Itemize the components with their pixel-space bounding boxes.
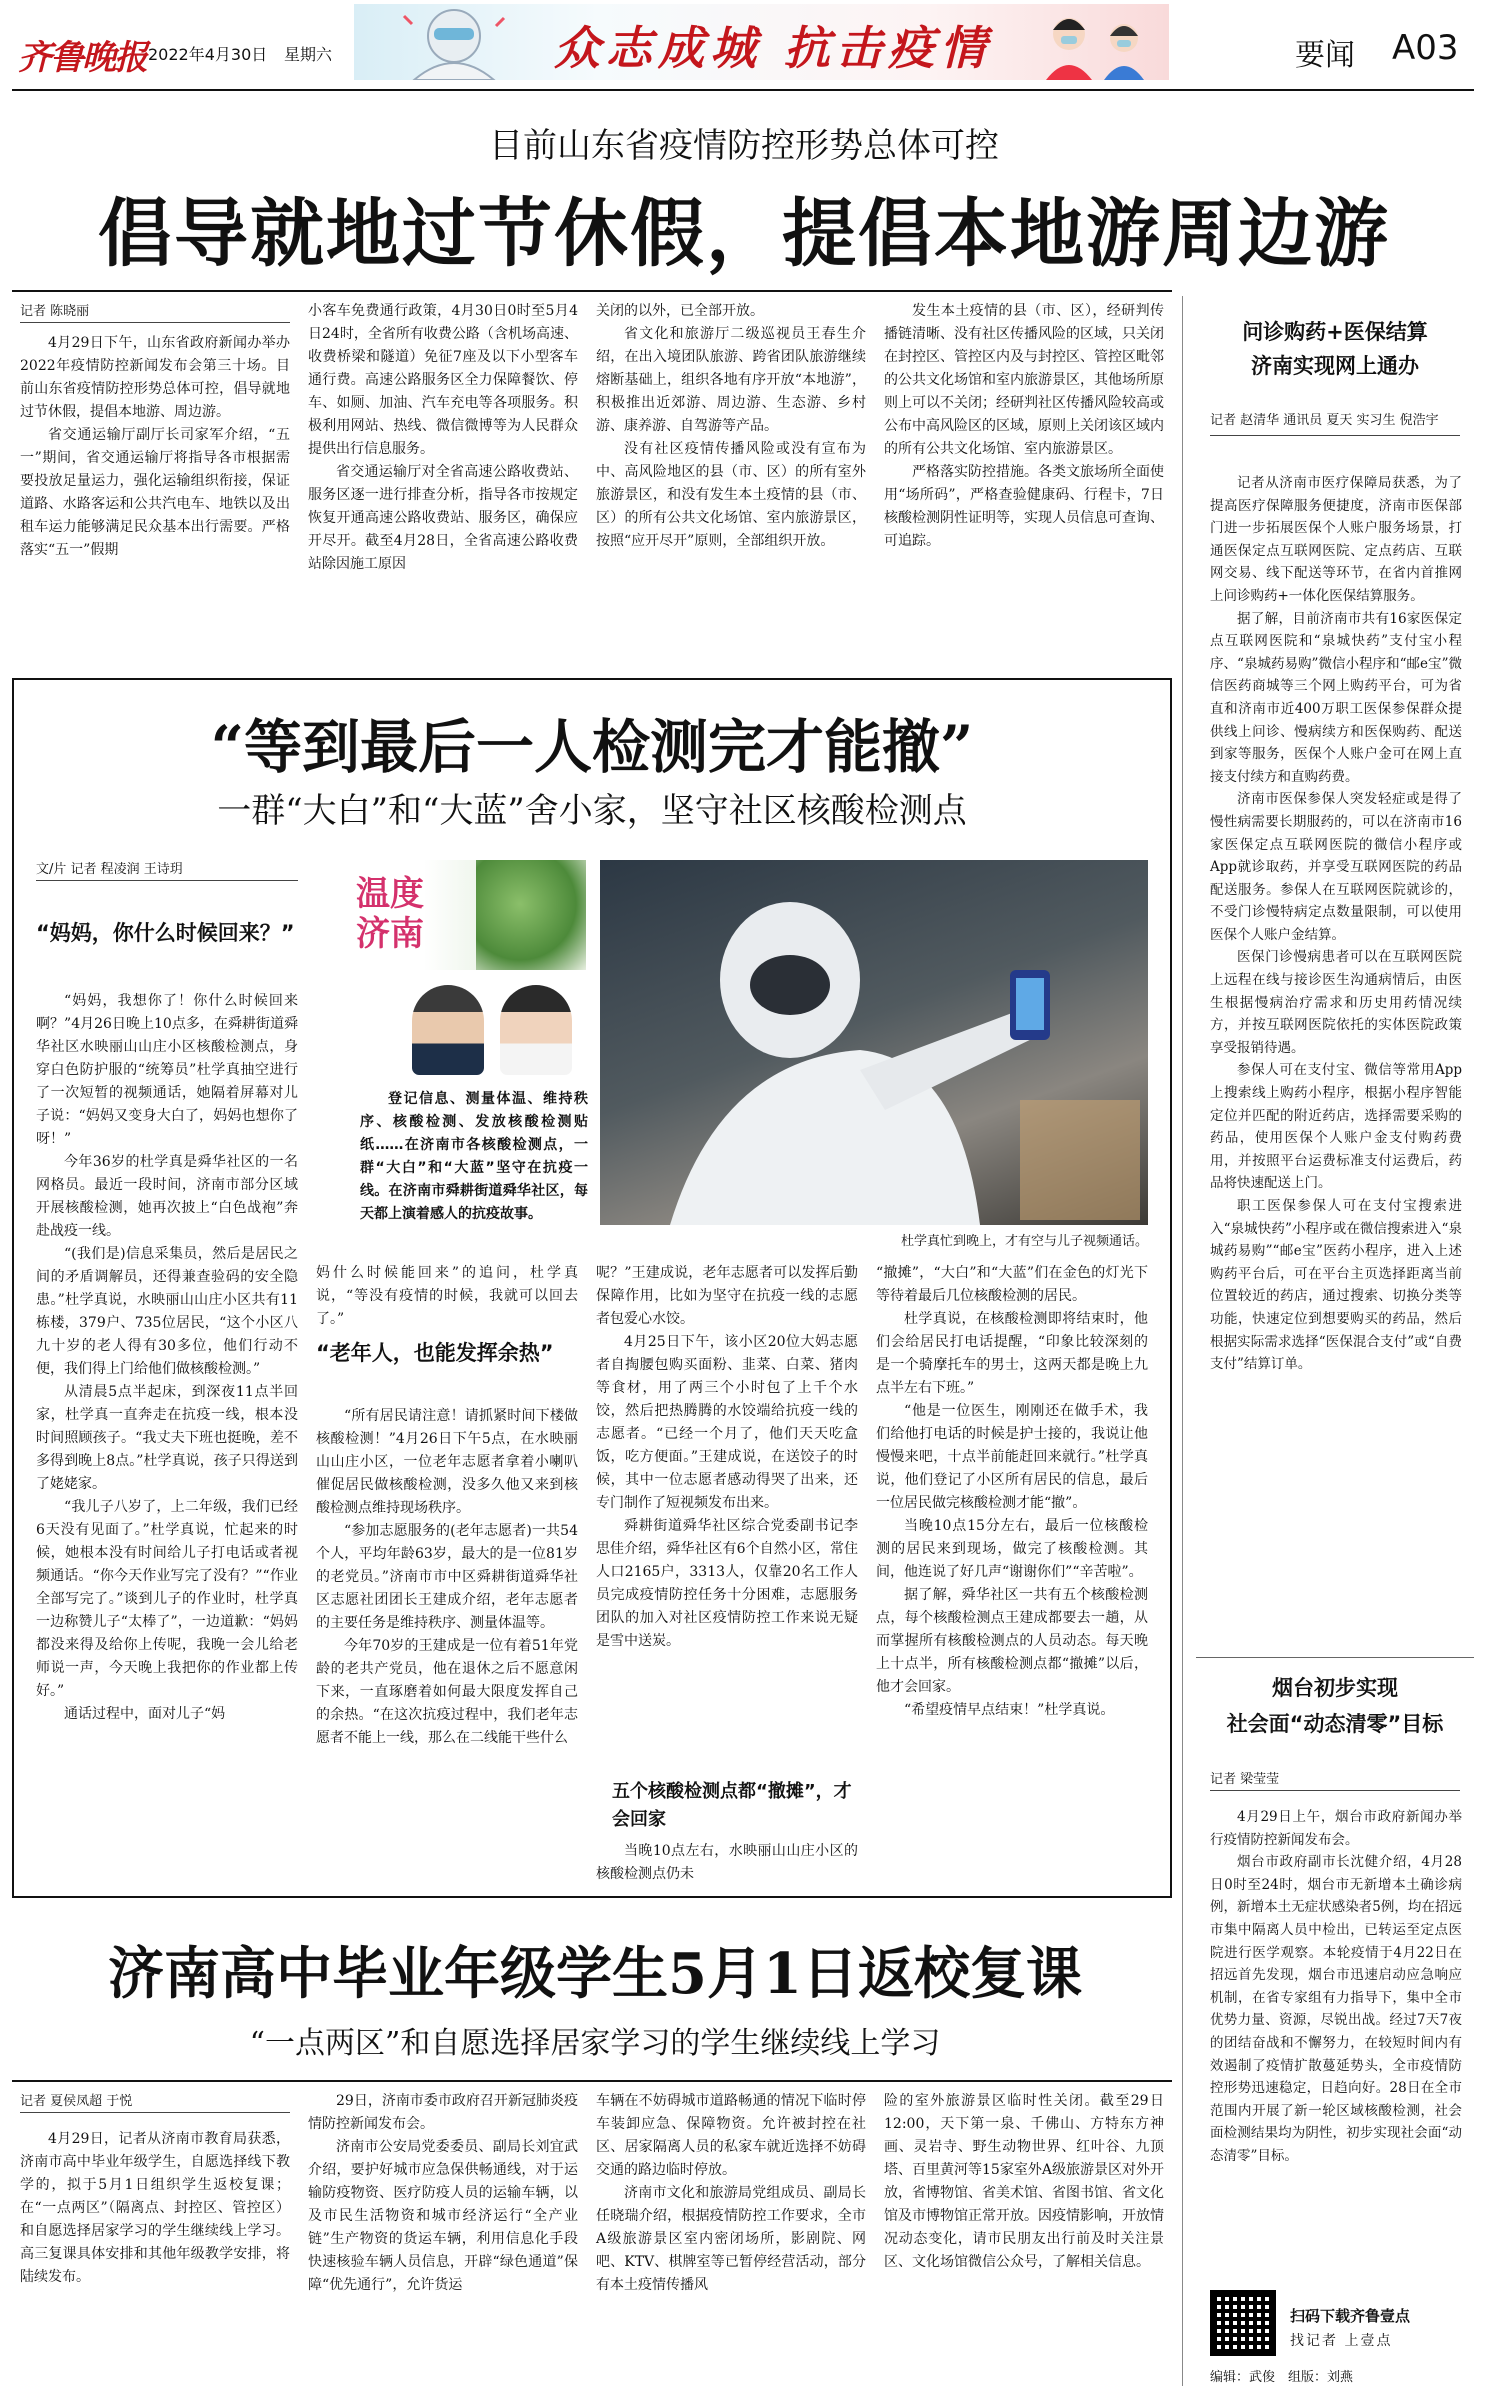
feature-subhead-3: 五个核酸检测点都“撤摊”，才会回家 [612,1781,852,1830]
right-headline-3: 烟台初步实现 [1272,1676,1398,1700]
paragraph: 职工医保参保人可在支付宝搜索进入“泉城快药”小程序或在微信搜索进入“泉城药易购”“邮e宝”医药小程序，进入上述购药平台后，可在平台主页选择距离当前位置较近的药店，通过搜索、切换分类等功能，快速定位到想要购买的药品，然后根据实际需求选择“医保混合支付”或“自费支付”结算订单。 [1210,1198,1462,1373]
right-divider [1196,1657,1474,1658]
paragraph: “撤摊”，“大白”和“大蓝”们在金色的灯光下等待着最后几位核酸检测的居民。 [876,1265,1148,1304]
paragraph: “参加志愿服务的(老年志愿者)一共54个人，平均年龄63岁，最大的是一位81岁的老党员。”济南市市中区舜耕街道舜华社区志愿社团团长王建成介绍，老年志愿者的主要任务是维持秩序、测量体温等。 [316,1523,578,1631]
paragraph: 4月29日上午，烟台市政府新闻办举行疫情防控新闻发布会。 [1210,1809,1462,1848]
feature-headline: “等到最后一人检测完才能撤” [210,713,974,781]
editor-credit: 编辑：武俊 组版：刘燕 [1210,2370,1354,2385]
paragraph: 严格落实防控措施。各类文旅场所全面使用“场所码”，严格查验健康码、行程卡，7日核酸检测阴性证明等，实现人员信息可查询、可追踪。 [884,464,1164,549]
vegetables-image [476,860,586,970]
paragraph: 省交通运输厅副厅长司家军介绍，“五一”期间，省交通运输厅将指导各市根据需要投放足量运力，强化运输组织衔接，保证道路、水路客运和公共汽电车、地铁以及出租车运力能够满足民众基本出行需要。严格落实“五一”假期 [20,427,290,558]
paragraph: 今年36岁的杜学真是舜华社区的一名网格员。最近一段时间，济南市部分区域开展核酸检测，她再次披上“白色战袍”奔赴战疫一线。 [36,1154,298,1239]
paragraph: 据了解，舜华社区一共有五个核酸检测点，每个核酸检测点王建成都要去一趟，从而掌握所有核酸检测点的人员动态。每天晚上十点半，所有核酸检测点都“撤摊”以后，他才会回家。 [876,1587,1148,1695]
paragraph: 29日，济南市委市政府召开新冠肺炎疫情防控新闻发布会。 [308,2093,578,2132]
qr-title: 扫码下载齐鲁壹点 [1290,2307,1411,2325]
paragraph: 从清晨5点半起床，到深夜11点半回家，杜学真一直奔走在抗疫一线，根本没时间照顾孩子。“我丈夫下班也挺晚，差不多得到晚上8点。”杜学真说，孩子只得送到了姥姥家。 [36,1384,298,1492]
paragraph: 省交通运输厅对全省高速公路收费站、服务区逐一进行排查分析，指导各市按规定恢复开通高速公路收费站、服务区，确保应开尽开。截至4月28日，全省高速公路收费站除因施工原因 [308,464,578,572]
lead-kicker: 目前山东省疫情防控形势总体可控 [489,126,999,166]
right-col-2 [1210,1806,1462,2168]
paragraph: 济南市文化和旅游局党组成员、副局长任晓瑞介绍，根据疫情防控工作要求，全市A级旅游景区室内密闭场所，影剧院、网吧、KTV、棋牌室等已暂停经营活动，部分有本土疫情传播风 [596,2185,866,2293]
reporter-photo-1 [412,985,484,1075]
lead-rule [12,290,1172,292]
logo-text: 温度济南 [356,874,424,954]
issue-date: 2022年4月30日 [148,45,268,64]
qr-subtitle: 找记者 上壹点 [1290,2333,1393,2349]
feature-subhead-1: “妈妈，你什么时候回来？” [36,921,295,945]
paragraph: 烟台市政府副市长沈健介绍，4月28日0时至24时，烟台市无新增本土确诊病例，新增本土无症状感染者5例，均在招远市集中隔离人员中检出，已转运至定点医院进行医学观察。本轮疫情于4月22日在招远首先发现，烟台市迅速启动应急响应机制，在省专家组有力指导下，集中全市优势力量、资源，尽锐出战。经过7天7夜的团结奋战和不懈努力，在较短时间内有效遏制了疫情扩散蔓延势头，全市疫情防控形势迅速稳定，日趋向好。28日在全市范围内开展了新一轮区域核酸检测，社会面检测结果均为阴性，初步实现社会面“动态清零”目标。 [1210,1854,1462,2164]
photo-caption: 杜学真忙到晚上，才有空与儿子视频通话。 [900,1234,1148,1249]
paragraph: 杜学真说，在核酸检测即将结束时，他们会给居民打电话提醒，“印象比较深刻的是一个骑摩托车的男士，这两天都是晚上九点半左右下班。” [876,1311,1148,1396]
paragraph: 车辆在不妨碍城市道路畅通的情况下临时停车装卸应急、保障物资。允许被封控在社区、居家隔离人员的私家车就近选择不妨碍交通的路边临时停放。 [596,2093,866,2178]
paper-name: 齐鲁晚报 [18,38,146,78]
feature-col-3 [596,1262,858,1653]
paragraph: “我儿子八岁了，上二年级，我们已经6天没有见面了。”杜学真说，忙起来的时候，她根本没有时间给儿子打电话或者视频通话。“你今天作业写完了没有？”“作业全部写完了。”谈到儿子的作业时，杜学真一边称赞儿子“太棒了”，一边道歉：“妈妈都没来得及给你上传呢，我晚一会儿给老师说一声，今天晚上我把你的作业都上传好。” [36,1499,298,1699]
paragraph: 4月29日下午，山东省政府新闻办举办2022年疫情防控新闻发布会第三十场。目前山东省疫情防控形势总体可控，倡导就地过节休假，提倡本地游、周边游。 [20,335,290,420]
paragraph: 舜耕街道舜华社区综合党委副书记李思佳介绍，舜华社区有6个自然小区，常住人口2165户，3313人，仅靠20名工作人员完成疫情防控任务十分困难，志愿服务团队的加入对社区疫情防控工作来说无疑是雪中送炭。 [596,1518,858,1649]
paragraph: 4月25日下午，该小区20位大妈志愿者自掏腰包购买面粉、韭菜、白菜、猪肉等食材，用了两三个小时包了上千个水饺，然后把热腾腾的水饺端给抗疫一线的志愿者。“已经一个月了，他们天天吃盒饭，吃方便面。”王建成说，在送饺子的时候，其中一位志愿者感动得哭了出来，还专门制作了短视频发布出来。 [596,1334,858,1511]
right-byline-2: 记者 梁莹莹 [1210,1768,1460,1791]
feature-col-2b [316,1405,578,1750]
paragraph: 医保门诊慢病患者可以在互联网医院上远程在线与接诊医生沟通病情后，由医生根据慢病治疗需求和历史用药情况续方，并按互联网医院依托的实体医院政策享受报销待遇。 [1210,949,1462,1056]
bottom-col-2 [308,2090,578,2297]
issue-weekday: 星期六 [284,45,333,64]
paragraph: “他是一位医生，刚刚还在做手术，我们给他打电话的时候是护士接的，我说让他慢慢来吧，十点半前能赶回来就行。”杜学真说，他们登记了小区所有居民的信息，最后一位居民做完核酸检测才能“撤”。 [876,1403,1148,1511]
paragraph: 当晚10点15分左右，最后一位核酸检测的居民来到现场，做完了核酸检测。其间，他连说了好几声“谢谢你们”“辛苦啦”。 [876,1518,1148,1580]
paragraph: 省文化和旅游厅二级巡视员王春生介绍，在出入境团队旅游、跨省团队旅游继续熔断基础上，组织各地有序开放“本地游”，积极推出近郊游、周边游、生态游、乡村游、康养游、自驾游等产品。 [596,326,866,434]
paragraph: 记者从济南市医疗保障局获悉，为了提高医疗保障服务便捷度，济南市医保部门进一步拓展医保个人账户服务场景，打通医保定点互联网医院、定点药店、互联网交易、线下配送等环节，在省内首推网上问诊购药+一体化医保结算服务。 [1210,475,1462,604]
bottom-headline: 济南高中毕业年级学生5月1日返校复课 [108,1941,1082,2007]
lead-col-4 [884,300,1164,553]
right-headline-1: 问诊购药+医保结算 [1242,320,1428,344]
paragraph: “希望疫情早点结束！”杜学真说。 [904,1702,1115,1718]
paragraph: 关闭的以外，已全部开放。 [596,303,764,319]
paragraph: 妈什么时候能回来”的追问，杜学真说，“等没有疫情的时候，我就可以回去了。” [316,1265,578,1327]
paragraph: 据了解，目前济南市共有16家医保定点互联网医院和“泉城快药”支付宝小程序、“泉城药易购”微信小程序和“邮e宝”微信医药商城等三个网上购药平台，可为省直和济南市近400万职工医保参保群众提供线上问诊、慢病续方和医保购药、配送到家等服务，医保个人账户金可在网上直接支付续方和直购药费。 [1210,610,1462,785]
bottom-rule [12,2080,1172,2082]
qr-code[interactable] [1210,2290,1276,2356]
bottom-col-3 [596,2090,866,2297]
right-headline-4: 社会面“动态清零”目标 [1226,1712,1444,1736]
masthead-rule [12,89,1474,91]
masthead [0,0,1488,88]
lead-col-2 [308,300,578,576]
paragraph: 发生本土疫情的县（市、区），经研判传播链清晰、没有社区传播风险的区域，只关闭在封控区、管控区内及与封控区、管控区毗邻的公共文化场馆和室内旅游景区，其他场所原则上可以不关闭；经研判社区传播风险较高或公布中高风险区的区域，原则上关闭该区域内的所有公共文化场馆、室内旅游景区。 [884,303,1164,457]
reporter-photo-2 [500,985,572,1075]
paragraph: 参保人可在支付宝、微信等常用App上搜索线上购药小程序，根据小程序智能定位并匹配的附近药店，选择需要采购的药品，使用医保个人账户金支付购药费用，并按照平台运费标准支付运费后，药品将快速配送上门。 [1210,1062,1462,1192]
feature-photo [600,860,1148,1225]
family-illustration-icon [1034,8,1164,80]
banner-slogan: 众志成城 抗击疫情 [554,21,993,75]
feature-col-2 [316,1262,578,1331]
bottom-byline: 记者 夏侯凤超 于悦 [20,2090,290,2113]
paragraph: 济南市公安局党委委员、副局长刘宜武介绍，要护好城市应急保供畅通线，对于运输防疫物资、医疗防疫人员的运输车辆，以及市民生活物资和城市经济运行“全产业链”生产物资的货运车辆，利用信息化手段快速核验车辆人员信息，开辟“绿色通道”保障“优先通行”，允许货运 [308,2139,578,2293]
lead-col-1 [20,332,290,562]
right-headline-2: 济南实现网上通办 [1251,354,1419,378]
lead-headline: 倡导就地过节休假，提倡本地游周边游 [98,191,1390,277]
section-name: 要闻 [1295,38,1355,73]
feature-intro: 登记信息、测量体温、维持秩序、核酸检测、发放核酸检测贴纸……在济南市各核酸检测点，一群“大白”和“大蓝”坚守在抗疫一线。在济南市舜耕街道舜华社区，每天都上演着感人的抗疫故事。 [360,1091,588,1222]
right-byline: 记者 赵清华 通讯员 夏天 实习生 倪浩宇 [1210,410,1460,436]
paragraph: 小客车免费通行政策，4月30日0时至5月4日24时，全省所有收费公路（含机场高速、收费桥梁和隧道）免征7座及以下小型客车通行费。高速公路服务区全力保障餐饮、停车、如厕、加油、汽车充电等各项服务。积极利用网站、热线、微信微博等为人民群众提供出行信息服务。 [308,303,578,457]
banner [354,4,1169,80]
right-column-divider [1182,296,1183,2386]
paragraph: “所有居民请注意！请抓紧时间下楼做核酸检测！”4月26日下午5点，在水映丽山山庄小区，一位老年志愿者拿着小喇叭催促居民做核酸检测，没多久他又来到核酸检测点维持现场秩序。 [316,1408,578,1516]
bottom-subhead: “一点两区”和自愿选择居家学习的学生继续线上学习 [249,2026,941,2061]
feature-col-3b [596,1840,858,1886]
bottom-col-1 [20,2128,290,2289]
paragraph: 济南市医保参保人突发轻症或是得了慢性病需要长期服药的，可以在济南市16家医保定点互联网医院的微信小程序或App就诊取药，并享受互联网医院的药品配送服务。参保人在互联网医院就诊的，不受门诊慢特病定点数量限制，可以使用医保个人账户金结算。 [1210,791,1462,943]
feature-subhead: 一群“大白”和“大蓝”舍小家，坚守社区核酸检测点 [217,791,967,831]
paragraph: 今年70岁的王建成是一位有着51年党龄的老共产党员，他在退休之后不愿意闲下来，一直琢磨着如何最大限度发挥自己的余热。“在这次抗疫过程中，我们老年志愿者不能上一线，那么在二线能干些什么 [316,1638,578,1746]
paragraph: 呢？”王建成说，老年志愿者可以发挥后勤保障作用，比如为坚守在抗疫一线的志愿者包爱心水饺。 [596,1265,858,1327]
feature-col-4 [876,1262,1148,1722]
paragraph: 4月29日，记者从济南市教育局获悉，济南市高中毕业年级学生，自愿选择线下教学的，拟于5月1日组织学生返校复课；在“一点两区”（隔离点、封控区、管控区）和自愿选择居家学习的学生继续线上学习。高三复课具体安排和其他年级教学安排，将陆续发布。 [20,2131,290,2285]
medic-illustration-icon [394,6,514,80]
feature-col-1 [36,990,298,1726]
bottom-col-4 [884,2090,1164,2274]
lead-col-3 [596,300,866,553]
feature-byline: 文/片 记者 程凌润 王诗玥 [36,858,298,881]
lead-byline: 记者 陈晓丽 [20,300,290,323]
paragraph: 当晚10点左右，水映丽山山庄小区的核酸检测点仍未 [596,1843,858,1882]
page-number: A03 [1392,28,1459,68]
paragraph: “(我们是)信息采集员，然后是居民之间的矛盾调解员，还得兼查验码的安全隐患。”杜学真说，水映丽山山庄小区共有11栋楼，379户、735位居民，“这个小区八九十岁的老人得有30多位，他们行动不便，我们得上门给他们做核酸检测。” [36,1246,298,1377]
paragraph: 没有社区疫情传播风险或没有宣布为中、高风险地区的县（市、区）的所有室外旅游景区，和没有发生本土疫情的县（市、区）的所有公共文化场馆、室内旅游景区，按照“应开尽开”原则，全部组织开放。 [596,441,866,549]
paragraph: 险的室外旅游景区临时性关闭。截至29日12:00，天下第一泉、千佛山、方特东方神画、灵岩寺、野生动物世界、红叶谷、九顶塔、百里黄河等15家室外A级旅游景区对外开放，省博物馆、省美术馆、省图书馆、省文化馆及市博物馆正常开放。因疫情影响，开放情况动态变化，请市民朋友出行前及时关注景区、文化场馆微信公众号，了解相关信息。 [884,2093,1164,2270]
paragraph: 通话过程中，面对儿子“妈 [64,1706,226,1722]
paragraph: “妈妈，我想你了！你什么时候回来啊？”4月26日晚上10点多，在舜耕街道舜华社区水映丽山山庄小区核酸检测点，身穿白色防护服的“统筹员”杜学真抽空进行了一次短暂的视频通话，她隔着屏幕对儿子说：“妈妈又变身大白了，妈妈也想你了呀！” [36,993,298,1147]
feature-subhead-2: “老年人，也能发挥余热” [316,1341,554,1365]
wendu-jinan-logo [316,860,586,970]
right-col [1210,472,1462,1376]
photo-figure [600,860,1148,1225]
